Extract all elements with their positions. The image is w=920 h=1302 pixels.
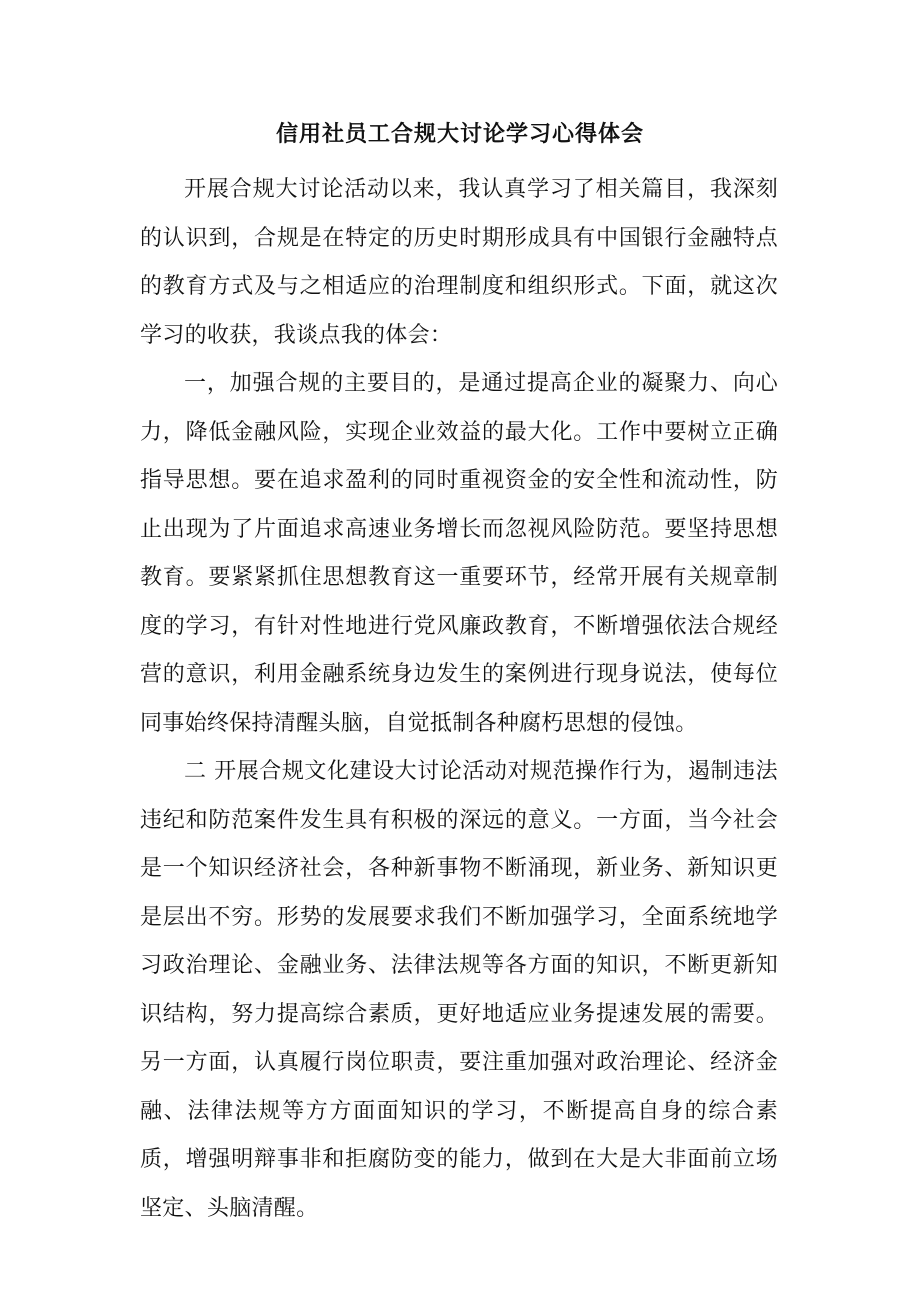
paragraph-intro: 开展合规大讨论活动以来，我认真学习了相关篇目，我深刻的认识到，合规是在特定的历史时期形成具有中国银行金融特点的教育方式及与之相适应的治理制度和组织形式。下面，就这次学习的收获，我谈点我的体会： bbox=[140, 177, 778, 348]
paragraph-point-two: 二 开展合规文化建设大讨论活动对规范操作行为，遏制违法违纪和防范案件发生具有积极的深远的意义。一方面，当今社会是一个知识经济社会，各种新事物不断涌现，新业务、新知识更是层出不穷。形势的发展要求我们不断加强学习，全面系统地学习政治理论、金融业务、法律法规等各方面的知识，不断更新知识结构，努力提高综合素质，更好地适应业务提速发展的需要。另一方面，认真履行岗位职责，要注重加强对政治理论、经济金融、法律法规等方方面面知识的学习，不断提高自身的综合素质，增强明辩事非和拒腐防变的能力，做到在大是大非面前立场坚定、头脑清醒。 bbox=[140, 759, 778, 1221]
paragraph-point-one: 一，加强合规的主要目的，是通过提高企业的凝聚力、向心力，降低金融风险，实现企业效益的最大化。工作中要树立正确指导思想。要在追求盈利的同时重视资金的安全性和流动性，防止出现为了片面追求高速业务增长而忽视风险防范。要坚持思想教育。要紧紧抓住思想教育这一重要环节，经常开展有关规章制度的学习，有针对性地进行党风廉政教育，不断增强依法合规经营的意识，利用金融系统身边发生的案例进行现身说法，使每位同事始终保持清醒头脑，自觉抵制各种腐朽思想的侵蚀。 bbox=[140, 371, 778, 736]
document-body bbox=[140, 166, 778, 1233]
document-title: 信用社员工合规大讨论学习心得体会 bbox=[275, 121, 644, 147]
